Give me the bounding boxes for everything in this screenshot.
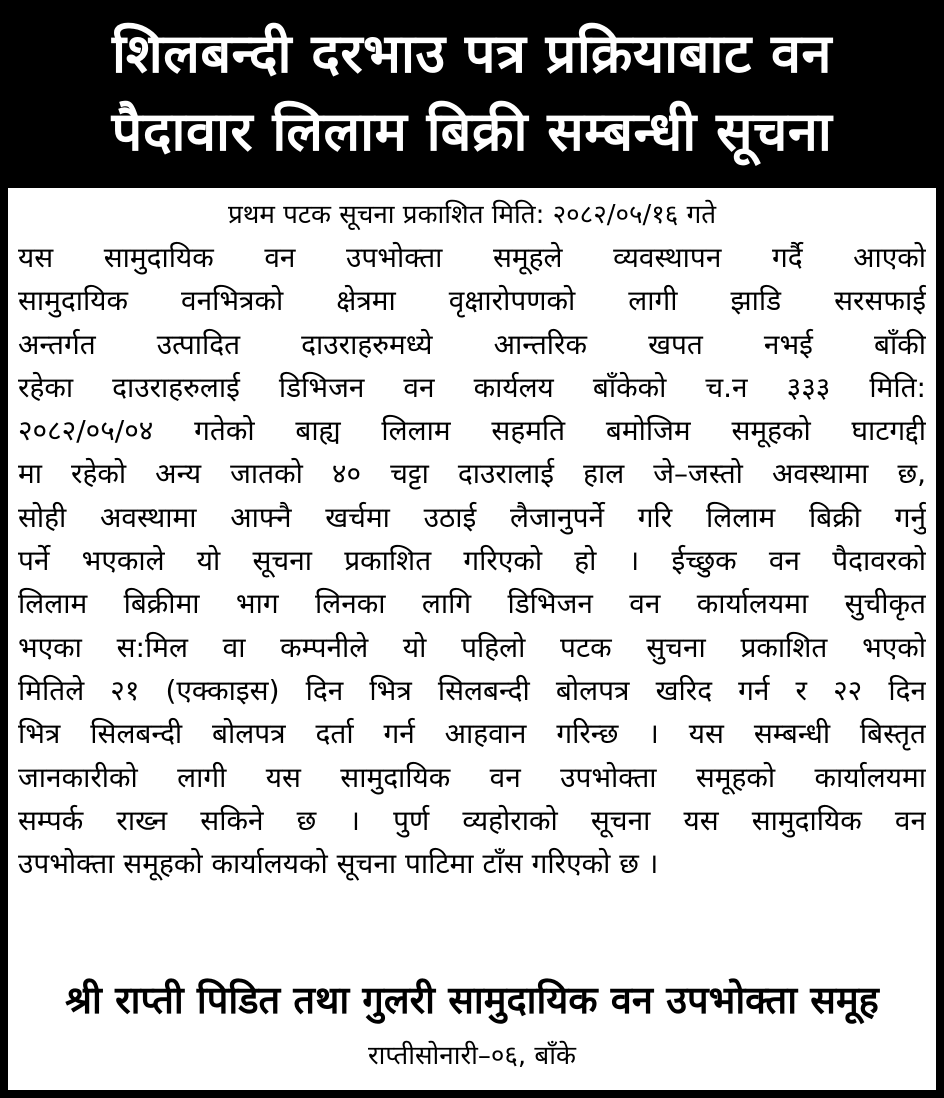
body-line: जानकारीको लागी यस सामुदायिक वन उपभोक्ता समूहको कार्यालयमा	[18, 760, 926, 794]
body-line: पर्ने भएकाले यो सूचना प्रकाशित गरिएको हो । ईच्छुक वन पैदावरको	[18, 544, 926, 578]
body-line: उपभोक्ता समूहको कार्यालयको सूचना पाटिमा टाँस गरिएको छ ।	[18, 847, 659, 881]
body-line: रहेका दाउराहरुलाई डिभिजन वन कार्यलय बाँकेको च.न ३३३ मिति:	[18, 370, 926, 404]
notice-body-panel	[8, 188, 936, 1090]
notice-body-text	[18, 236, 926, 885]
body-line: यस सामुदायिक वन उपभोक्ता समूहले व्यवस्थापन गर्दै आएको	[18, 241, 926, 274]
body-line: लिलाम बिक्रीमा भाग लिनका लागि डिभिजन वन कार्यालयमा सुचीकृत	[18, 587, 926, 621]
organization-address: राप्तीसोनारी–०६, बाँके	[368, 1041, 576, 1071]
body-line: मा रहेको अन्य जातको ४० चट्टा दाउरालाई हाल जे–जस्तो अवस्थामा छ,	[18, 457, 926, 491]
body-line: सोही अवस्थामा आफ्नै खर्चमा उठाई लैजानुपर्ने गरि लिलाम बिक्री गर्नु	[18, 500, 926, 534]
body-line: सामुदायिक वनभित्रको क्षेत्रमा वृक्षारोपणको लागी झाडि सरसफाई	[18, 284, 926, 318]
notice-title-line-2: पैदावार लिलाम बिक्री सम्बन्धी सूचना	[111, 100, 833, 163]
body-line: २०८२/०५/०४ गतेको बाह्य लिलाम सहमति बमोजिम समूहको घाटगद्दी	[18, 414, 926, 448]
body-line: सम्पर्क राख्न सकिने छ । पुर्ण व्यहोराको सूचना यस सामुदायिक वन	[18, 803, 926, 837]
issuing-organization: श्री राप्ती पिडित तथा गुलरी सामुदायिक वन उपभोक्ता समूह	[65, 978, 879, 1022]
body-line: भित्र सिलबन्दी बोलपत्र दर्ता गर्न आहवान गरिन्छ । यस सम्बन्धी बिस्तृत	[18, 717, 926, 751]
publication-date: प्रथम पटक सूचना प्रकाशित मिति: २०८२/०५/१६ गते	[227, 200, 717, 230]
body-line: अन्तर्गत उत्पादित दाउराहरुमध्ये आन्तरिक खपत नभई बाँकी	[18, 327, 926, 361]
notice-title-line-1: शिलबन्दी दरभाउ पत्र प्रक्रियाबाट वन	[112, 22, 832, 85]
notice-header	[0, 0, 944, 186]
body-line: भएका स:मिल वा कम्पनीले यो पहिलो पटक सुचना प्रकाशित भएको	[18, 630, 926, 664]
body-line: मितिले २१ (एक्काइस) दिन भित्र सिलबन्दी बोलपत्र खरिद गर्न र २२ दिन	[18, 673, 926, 707]
